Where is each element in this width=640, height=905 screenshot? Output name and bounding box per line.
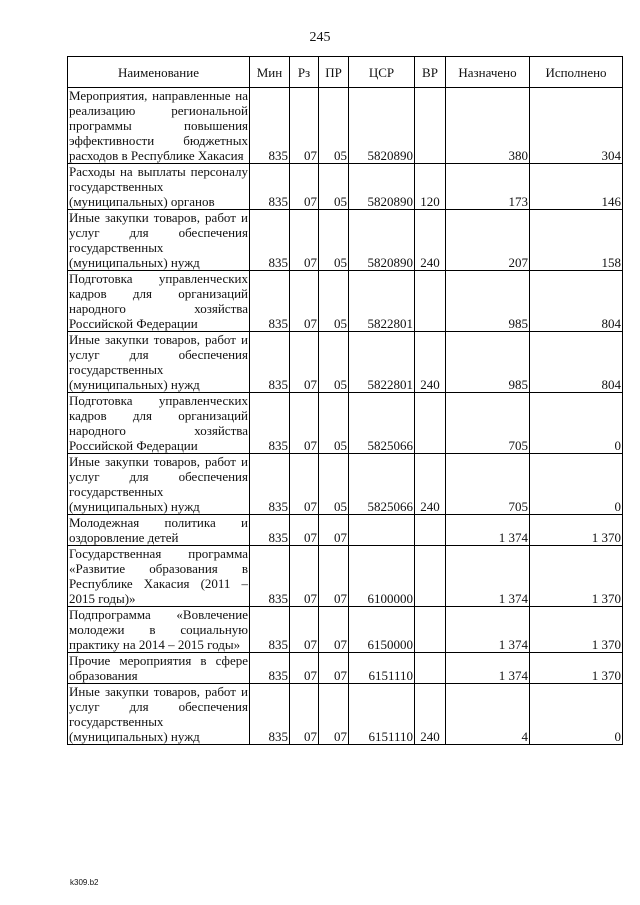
cell-vr: 120 xyxy=(415,164,446,210)
cell-name: Иные закупки товаров, работ и услуг для обеспечения государственных (муниципальных) нужд xyxy=(69,454,248,514)
col-header-assigned: Назначено xyxy=(446,57,530,88)
cell-pr: 05 xyxy=(319,210,349,271)
cell-vr xyxy=(415,88,446,164)
cell-name: Подпрограмма «Вовлечение молодежи в социальную практику на 2014 – 2015 годы» xyxy=(69,607,248,652)
cell-rz: 07 xyxy=(290,546,319,607)
cell-assigned: 1 374 xyxy=(446,607,530,653)
table-row xyxy=(68,393,623,454)
cell-pr: 05 xyxy=(319,164,349,210)
cell-csr: 5820890 xyxy=(349,88,415,164)
cell-pr: 07 xyxy=(319,607,349,653)
cell-min: 835 xyxy=(250,210,290,271)
cell-name: Иные закупки товаров, работ и услуг для обеспечения государственных (муниципальных) нужд xyxy=(69,332,248,392)
cell-executed: 1 370 xyxy=(530,546,623,607)
cell-rz: 07 xyxy=(290,393,319,454)
header-row xyxy=(68,57,623,88)
cell-min: 835 xyxy=(250,454,290,515)
cell-vr: 240 xyxy=(415,332,446,393)
cell-assigned: 1 374 xyxy=(446,546,530,607)
cell-min: 835 xyxy=(250,393,290,454)
cell-min: 835 xyxy=(250,332,290,393)
cell-rz: 07 xyxy=(290,164,319,210)
cell-executed: 804 xyxy=(530,271,623,332)
cell-rz: 07 xyxy=(290,271,319,332)
cell-executed: 1 370 xyxy=(530,515,623,546)
col-header-pr: ПР xyxy=(319,57,349,88)
cell-assigned: 985 xyxy=(446,271,530,332)
cell-csr: 5820890 xyxy=(349,210,415,271)
cell-csr: 6151110 xyxy=(349,653,415,684)
cell-min: 835 xyxy=(250,515,290,546)
cell-csr: 6150000 xyxy=(349,607,415,653)
cell-pr: 07 xyxy=(319,653,349,684)
cell-pr: 05 xyxy=(319,88,349,164)
cell-name: Иные закупки товаров, работ и услуг для обеспечения государственных (муниципальных) нужд xyxy=(69,684,248,744)
cell-csr: 6151110 xyxy=(349,684,415,745)
cell-assigned: 985 xyxy=(446,332,530,393)
cell-name: Подготовка управленческих кадров для организаций народного хозяйства Российской Федерации xyxy=(69,393,248,453)
cell-executed: 0 xyxy=(530,393,623,454)
cell-executed: 304 xyxy=(530,88,623,164)
cell-rz: 07 xyxy=(290,454,319,515)
budget-table xyxy=(67,56,623,745)
col-header-min: Мин xyxy=(250,57,290,88)
table-row xyxy=(68,454,623,515)
cell-min: 835 xyxy=(250,271,290,332)
cell-assigned: 173 xyxy=(446,164,530,210)
cell-executed: 0 xyxy=(530,454,623,515)
footer-code: k309.b2 xyxy=(70,878,99,887)
cell-pr: 07 xyxy=(319,684,349,745)
cell-pr: 05 xyxy=(319,271,349,332)
table-row xyxy=(68,210,623,271)
cell-rz: 07 xyxy=(290,210,319,271)
cell-assigned: 705 xyxy=(446,393,530,454)
cell-rz: 07 xyxy=(290,88,319,164)
cell-csr: 5820890 xyxy=(349,164,415,210)
cell-csr: 5822801 xyxy=(349,332,415,393)
cell-csr: 5825066 xyxy=(349,393,415,454)
col-header-executed: Исполнено xyxy=(530,57,623,88)
cell-vr: 240 xyxy=(415,454,446,515)
cell-vr xyxy=(415,393,446,454)
cell-name: Иные закупки товаров, работ и услуг для обеспечения государственных (муниципальных) нужд xyxy=(69,210,248,270)
cell-min: 835 xyxy=(250,164,290,210)
table-row xyxy=(68,515,623,546)
cell-min: 835 xyxy=(250,88,290,164)
cell-vr xyxy=(415,653,446,684)
cell-min: 835 xyxy=(250,607,290,653)
cell-csr xyxy=(349,515,415,546)
cell-rz: 07 xyxy=(290,607,319,653)
cell-name: Молодежная политика и оздоровление детей xyxy=(69,515,248,545)
cell-csr: 5825066 xyxy=(349,454,415,515)
cell-rz: 07 xyxy=(290,653,319,684)
cell-name: Государственная программа «Развитие образования в Республике Хакасия (2011 – 2015 годы)» xyxy=(69,546,248,606)
cell-pr: 05 xyxy=(319,454,349,515)
cell-min: 835 xyxy=(250,653,290,684)
cell-executed: 0 xyxy=(530,684,623,745)
cell-pr: 05 xyxy=(319,332,349,393)
table-row xyxy=(68,88,623,164)
cell-min: 835 xyxy=(250,684,290,745)
cell-assigned: 207 xyxy=(446,210,530,271)
cell-vr: 240 xyxy=(415,210,446,271)
table-row xyxy=(68,332,623,393)
cell-csr: 6100000 xyxy=(349,546,415,607)
cell-executed: 1 370 xyxy=(530,653,623,684)
cell-pr: 07 xyxy=(319,515,349,546)
table-row xyxy=(68,546,623,607)
table-row xyxy=(68,653,623,684)
cell-vr xyxy=(415,515,446,546)
col-header-csr: ЦСР xyxy=(349,57,415,88)
table-row xyxy=(68,684,623,745)
cell-name: Мероприятия, направленные на реализацию региональной программы повышения эффективности бюджетных расходов в Республике Хакасия xyxy=(69,88,248,163)
cell-rz: 07 xyxy=(290,332,319,393)
page-number: 245 xyxy=(309,30,331,45)
cell-executed: 804 xyxy=(530,332,623,393)
cell-name: Прочие мероприятия в сфере образования xyxy=(69,653,248,683)
cell-vr xyxy=(415,607,446,653)
cell-csr: 5822801 xyxy=(349,271,415,332)
cell-executed: 1 370 xyxy=(530,607,623,653)
table-row xyxy=(68,607,623,653)
cell-executed: 146 xyxy=(530,164,623,210)
col-header-name: Наименование xyxy=(68,57,250,88)
cell-vr xyxy=(415,271,446,332)
cell-min: 835 xyxy=(250,546,290,607)
cell-vr: 240 xyxy=(415,684,446,745)
table-row xyxy=(68,164,623,210)
cell-assigned: 4 xyxy=(446,684,530,745)
cell-name: Расходы на выплаты персоналу государственных (муниципальных) органов xyxy=(69,164,248,209)
cell-executed: 158 xyxy=(530,210,623,271)
cell-name: Подготовка управленческих кадров для организаций народного хозяйства Российской Федерации xyxy=(69,271,248,331)
cell-pr: 05 xyxy=(319,393,349,454)
cell-assigned: 705 xyxy=(446,454,530,515)
cell-assigned: 1 374 xyxy=(446,515,530,546)
cell-rz: 07 xyxy=(290,515,319,546)
cell-rz: 07 xyxy=(290,684,319,745)
cell-vr xyxy=(415,546,446,607)
table-row xyxy=(68,271,623,332)
col-header-rz: Рз xyxy=(290,57,319,88)
cell-assigned: 380 xyxy=(446,88,530,164)
col-header-vr: ВР xyxy=(415,57,446,88)
cell-assigned: 1 374 xyxy=(446,653,530,684)
cell-pr: 07 xyxy=(319,546,349,607)
